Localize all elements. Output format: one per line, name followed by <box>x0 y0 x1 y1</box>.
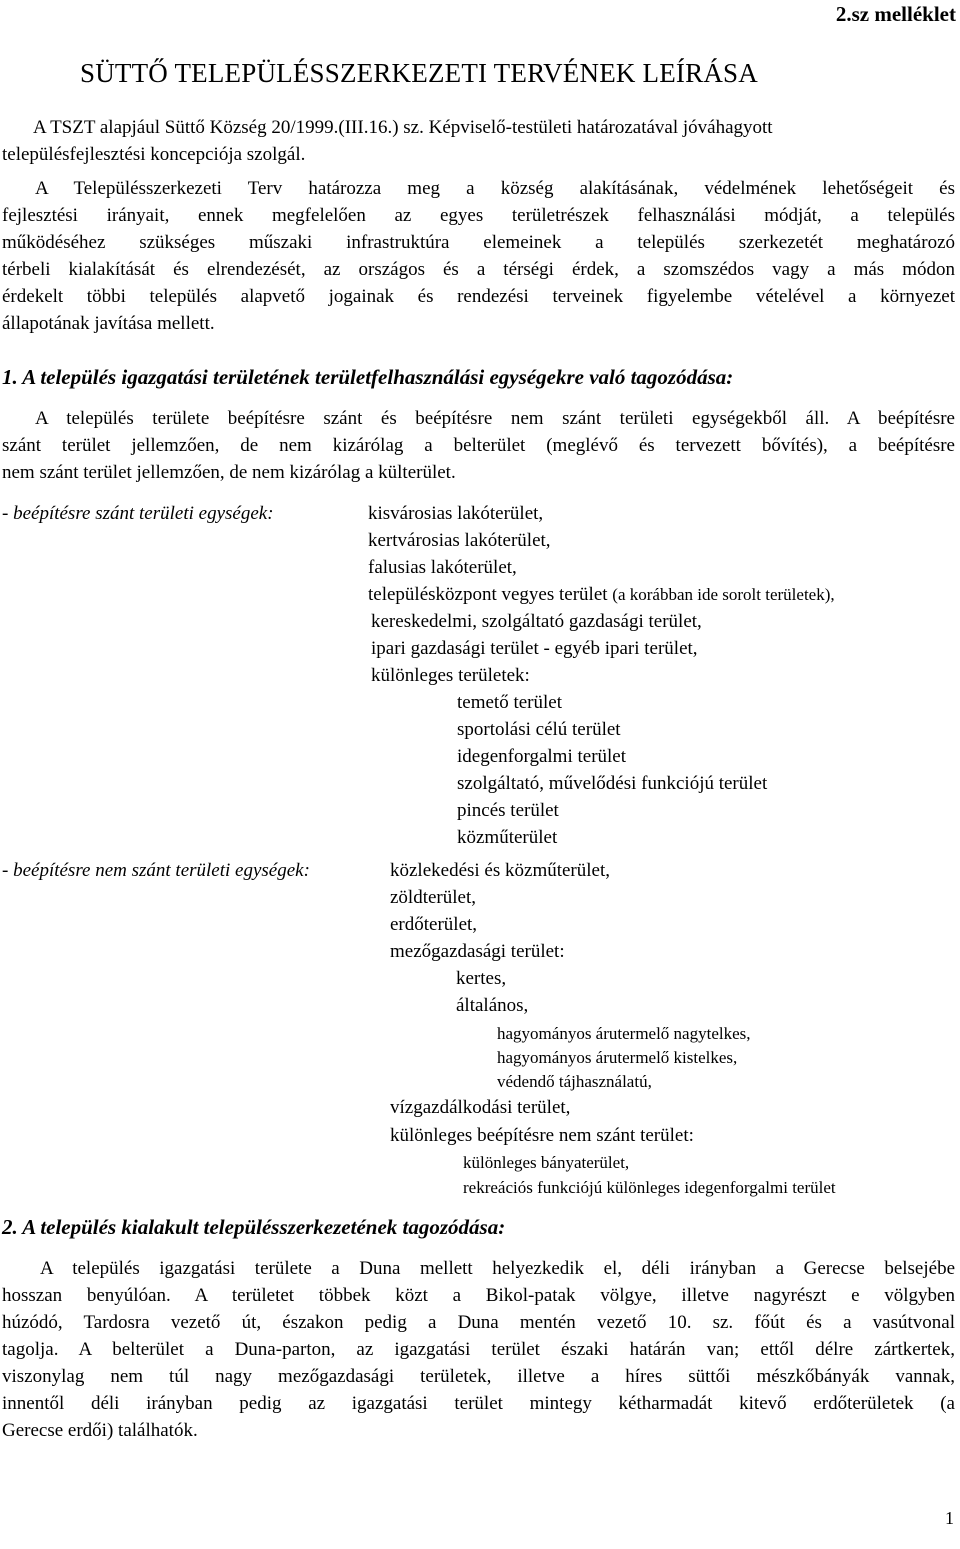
built-up-label: - beépítésre szánt területi egységek: <box>2 503 274 524</box>
sub-list-item: közműterület <box>457 827 558 848</box>
paragraph-line: nem szánt terület jellemzően, de nem kizárólag a külterület. <box>2 462 456 483</box>
list-item: közlekedési és közműterület, <box>390 860 611 881</box>
list-item: vízgazdálkodási terület, <box>390 1097 571 1118</box>
annex-label: 2.sz melléklet <box>835 2 956 26</box>
paragraph-line: innentől déli irányban pedig az igazgatási terület mintegy kétharmadát kitevő erdőterületek (a <box>2 1393 955 1414</box>
paragraph-line: Gerecse erdői) találhatók. <box>2 1420 198 1441</box>
list-item: különleges beépítésre nem szánt terület: <box>390 1125 694 1146</box>
document-title: SÜTTŐ TELEPÜLÉSSZERKEZETI TERVÉNEK LEÍRÁSA <box>80 58 758 88</box>
list-item-text: településközpont vegyes terület <box>368 584 608 605</box>
paragraph-line: A település területe beépítésre szánt és beépítésre nem szánt területi egységekből áll. A beépítésre <box>35 408 955 429</box>
paragraph-line: tagolja. A belterület a Duna-parton, az igazgatási terület északi határán van; ettől délre zártkertek, <box>2 1339 955 1360</box>
sub-list-item: szolgáltató, művelődési funkciójú terület <box>457 773 768 794</box>
list-item: kereskedelmi, szolgáltató gazdasági terület, <box>371 611 702 632</box>
sub-sub-list-item: védendő tájhasználatú, <box>497 1072 652 1091</box>
sub-list-item: pincés terület <box>457 800 559 821</box>
sub-list-item: különleges bányaterület, <box>463 1153 630 1172</box>
paragraph-line: állapotának javítása mellett. <box>2 313 215 334</box>
list-item <box>368 584 835 606</box>
sub-sub-list-item: hagyományos árutermelő nagytelkes, <box>497 1024 751 1043</box>
paragraph-line: szánt terület jellemzően, de nem kizárólag a belterület (meglévő és tervezett bővítés), a beépítésre <box>2 435 955 456</box>
list-item: mezőgazdasági terület: <box>390 941 565 962</box>
page-number: 1 <box>945 1508 954 1528</box>
paragraph-line: A Településszerkezeti Terv határozza meg a község alakításának, védelmének lehetőségeit és <box>35 178 955 199</box>
purpose-paragraph <box>2 175 955 337</box>
list-item: erdőterület, <box>390 914 478 935</box>
paragraph-line: húzódó, Tardosra vezető út, északon pedig a Duna mentén vezető 10. sz. főút és a vasútvonal <box>2 1312 955 1333</box>
paragraph-line: érdekelt többi település alapvető jogainak és rendezési terveinek figyelembe vételével a környezet <box>2 286 955 307</box>
paragraph-line: fejlesztési irányait, ennek megfelelően az egyes területrészek felhasználási módját, a település <box>2 205 955 226</box>
non-built-up-label: - beépítésre nem szánt területi egységek: <box>2 860 310 881</box>
sub-list-item: temető terület <box>457 692 562 713</box>
intro-line-2: településfejlesztési koncepciója szolgál. <box>2 144 306 165</box>
list-item-note: (a korábban ide sorolt területek), <box>612 585 835 604</box>
list-item: ipari gazdasági terület - egyéb ipari terület, <box>371 638 698 659</box>
sub-list-item: általános, <box>456 995 529 1016</box>
list-item: kertvárosias lakóterület, <box>368 530 551 551</box>
sub-list-item: rekreációs funkciójú különleges idegenforgalmi terület <box>463 1178 836 1197</box>
paragraph-line: hosszan benyúlóan. A területet többek közt a Bikol-patak völgye, illetve nagyrészt e völgyben <box>2 1285 955 1306</box>
list-item: zöldterület, <box>390 887 476 908</box>
paragraph-line: A település igazgatási területe a Duna mellett helyezkedik el, déli irányban a Gerecse belsejébe <box>40 1258 955 1279</box>
section-1-heading: 1. A település igazgatási területének területfelhasználási egységekre való tagozódása: <box>2 365 734 389</box>
sub-list-item: sportolási célú terület <box>457 719 621 740</box>
paragraph-line: térbeli kialakítását és elrendezését, az országos és a térségi érdek, a szomszédos vagy a más módon <box>2 259 955 280</box>
paragraph-line: működéséhez szükséges műszaki infrastruktúra elemeinek a település szerkezetét meghatározó <box>2 232 955 253</box>
list-item: falusias lakóterület, <box>368 557 517 578</box>
section-1-paragraph <box>2 405 955 486</box>
sub-list-item: idegenforgalmi terület <box>457 746 627 767</box>
list-item: különleges területek: <box>371 665 530 686</box>
paragraph-line: viszonylag nem túl nagy mezőgazdasági területek, illetve a híres süttői mészkőbányák vannak, <box>2 1366 955 1387</box>
section-2-heading: 2. A település kialakult településszerkezetének tagozódása: <box>2 1215 506 1239</box>
section-2-paragraph <box>2 1255 955 1444</box>
list-item: kisvárosias lakóterület, <box>368 503 544 524</box>
sub-list-item: kertes, <box>456 968 507 989</box>
sub-sub-list-item: hagyományos árutermelő kistelkes, <box>497 1048 738 1067</box>
intro-line-1: A TSZT alapjául Süttő Község 20/1999.(III.16.) sz. Képviselő-testületi határozatával jóváhagyott <box>33 117 773 138</box>
